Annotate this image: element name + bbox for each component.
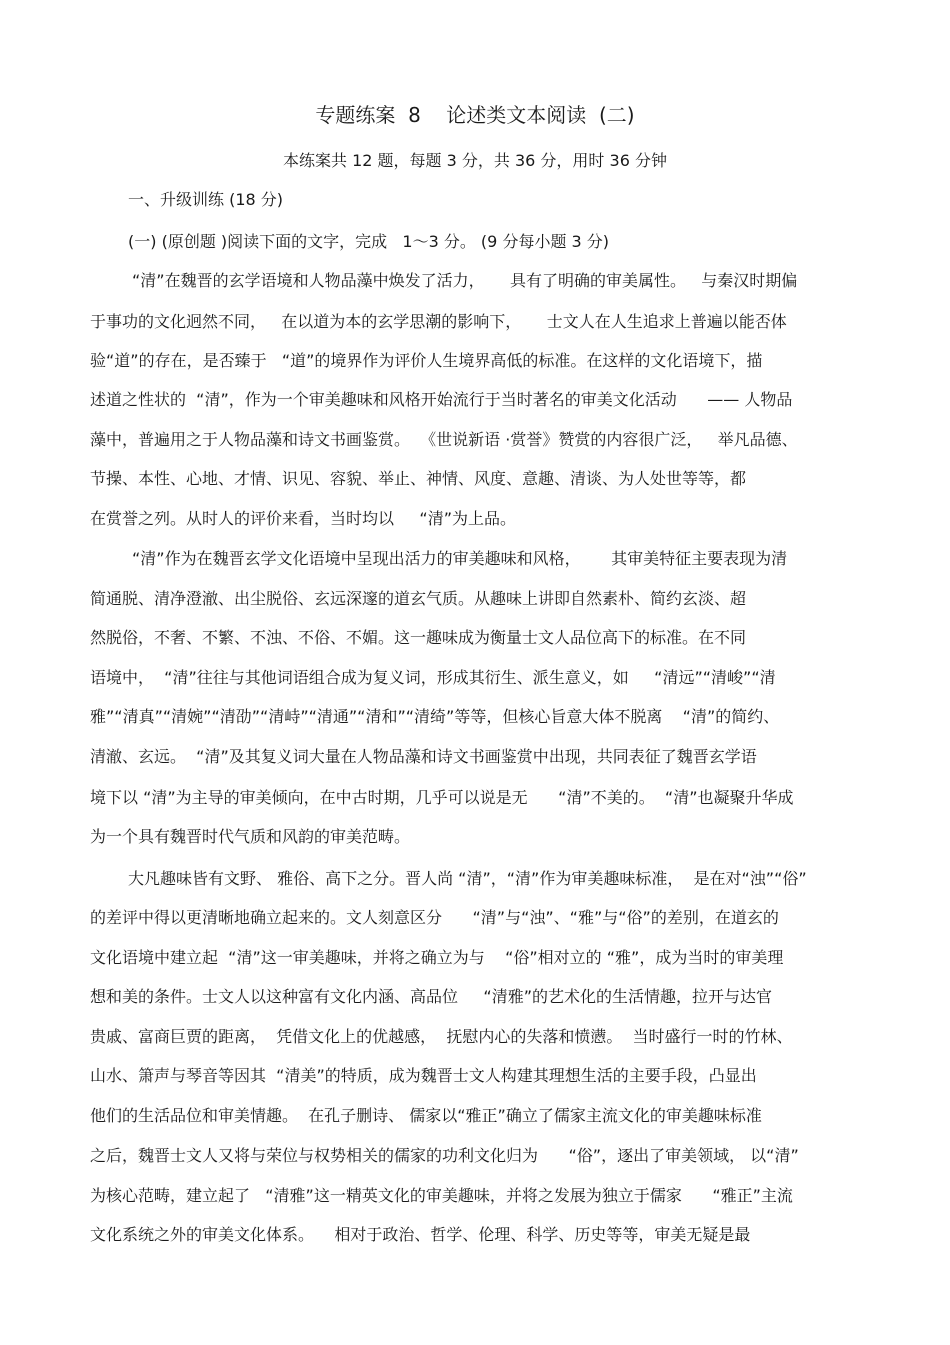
passage-line: 清澈、玄远。 “清”及其复义词大量在人物品藻和诗文书画鉴赏中出现，共同表征了魏晋玄学语 — [90, 747, 757, 766]
passage-line: 大凡趣味皆有文野、 雅俗、高下之分。晋人尚 “清”，“清”作为审美趣味标准， 是在对“浊”“俗” — [128, 869, 807, 888]
passage-line: 文化语境中建立起 “清”这一审美趣味，并将之确立为与 “俗”相对立的 “雅”，成为当时的审美理 — [90, 948, 784, 967]
passage-line: 之后，魏晋士文人又将与荣位与权势相关的儒家的功利文化归为 “俗”，逐出了审美领域， 以“清” — [90, 1146, 799, 1165]
passage-line: 在赏誉之列。从时人的评价来看，当时均以 “清”为上品。 — [90, 509, 517, 528]
passage-line: 境下以 “清”为主导的审美倾向，在中古时期，几乎可以说是无 “清”不美的。 “清”也凝聚升华成 — [90, 788, 794, 807]
section-heading: 一、升级训练 (18 分) — [128, 190, 284, 209]
passage-line: “清”在魏晋的玄学语境和人物品藻中焕发了活力， 具有了明确的审美属性。 与秦汉时期偏 — [132, 271, 798, 290]
passage-line: 山水、箫声与琴音等因其 “清美”的特质，成为魏晋士文人构建其理想生活的主要手段，凸显出 — [90, 1066, 757, 1085]
passage-line: 语境中， “清”往往与其他词语组合成为复义词，形成其衍生、派生意义，如 “清远”“清峻”“清 — [90, 668, 776, 687]
passage-line: 文化系统之外的审美文化体系。 相对于政治、哲学、伦理、科学、历史等等，审美无疑是最 — [90, 1225, 751, 1244]
passage-line: 贵戚、富商巨贾的距离， 凭借文化上的优越感， 抚慰内心的失落和愤懑。 当时盛行一时的竹林、 — [90, 1027, 793, 1046]
passage-line: 的差评中得以更清晰地确立起来的。文人刻意区分 “清”与“浊”、“雅”与“俗”的差别，在道玄的 — [90, 908, 779, 927]
passage-line: 想和美的条件。士文人以这种富有文化内涵、高品位 “清雅”的艺术化的生活情趣，拉开与达官 — [90, 987, 773, 1006]
passage-line: 他们的生活品位和审美情趣。 在孔子删诗、 儒家以“雅正”确立了儒家主流文化的审美趣味标准 — [90, 1106, 762, 1125]
question-instruction: (一) (原创题 )阅读下面的文字，完成 1～3 分。 (9 分每小题 3 分) — [128, 232, 610, 251]
passage-line: 为核心范畴，建立起了 “清雅”这一精英文化的审美趣味，并将之发展为独立于儒家 “雅正”主流 — [90, 1186, 793, 1205]
passage-line: 藻中，普遍用之于人物品藻和诗文书画鉴赏。 《世说新语 ·赏誉》赞赏的内容很广泛， 举凡品德、 — [90, 430, 798, 449]
passage-line: 于事功的文化迥然不同， 在以道为本的玄学思潮的影响下， 士文人在人生追求上普遍以能否体 — [90, 312, 787, 331]
page-subtitle: 本练案共 12 题，每题 3 分，共 36 分，用时 36 分钟 — [283, 151, 667, 170]
passage-line: 验“道”的存在，是否臻于 “道”的境界作为评价人生境界高低的标准。在这样的文化语境下，描 — [90, 351, 763, 370]
passage-line: 述道之性状的 “清”，作为一个审美趣味和风格开始流行于当时著名的审美文化活动 —— 人物品 — [90, 390, 793, 409]
passage-line: 雅”“清真”“清婉”“清劭”“清峙”“清通”“清和”“清绮”等等，但核心旨意大体不脱离 “清”的简约、 — [90, 707, 780, 726]
passage-line: “清”作为在魏晋玄学文化语境中呈现出活力的审美趣味和风格， 其审美特征主要表现为清 — [132, 549, 788, 568]
page-title: 专题练案 8 论述类文本阅读 (二) — [315, 103, 635, 127]
passage-line: 为一个具有魏晋时代气质和风韵的审美范畴。 — [90, 827, 411, 846]
passage-line: 节操、本性、心地、才情、识见、容貌、举止、神情、风度、意趣、清谈、为人处世等等，都 — [90, 469, 747, 488]
passage-line: 简通脱、清净澄澈、出尘脱俗、玄远深邃的道玄气质。从趣味上讲即自然素朴、简约玄淡、超 — [90, 589, 747, 608]
passage-line: 然脱俗，不奢、不繁、不浊、不俗、不媚。这一趣味成为衡量士文人品位高下的标准。在不同 — [90, 628, 747, 647]
